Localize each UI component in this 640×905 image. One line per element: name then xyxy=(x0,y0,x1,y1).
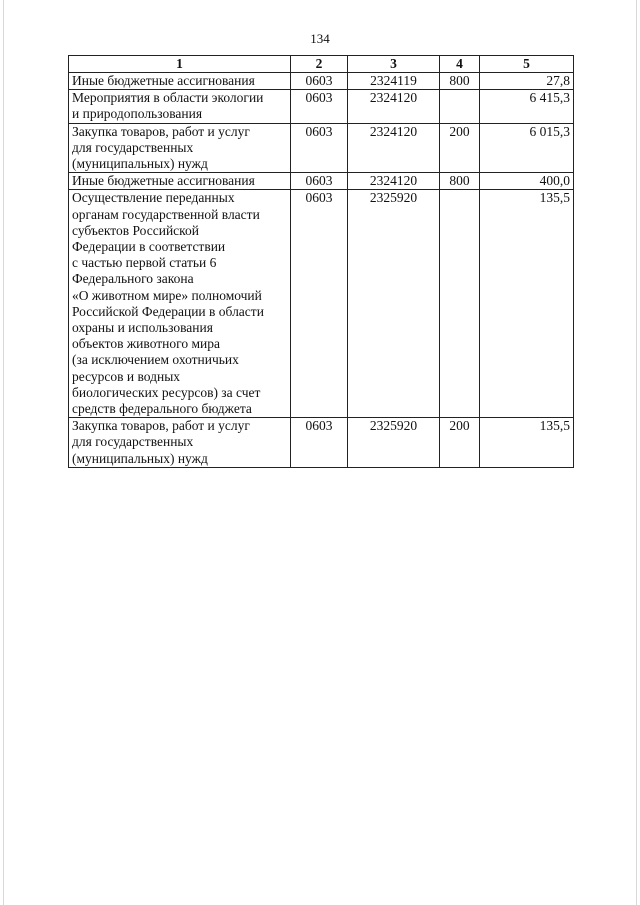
section-code-cell: 0603 xyxy=(291,418,348,468)
budget-table xyxy=(68,55,574,468)
amount-cell: 135,5 xyxy=(480,190,574,418)
target-code-cell: 2325920 xyxy=(348,190,440,418)
target-code-cell: 2324119 xyxy=(348,73,440,90)
column-header-2: 2 xyxy=(291,56,348,73)
row-name-cell xyxy=(69,190,291,418)
row-name-cell xyxy=(69,90,291,123)
row-name-text: Осуществление переданных органам государственной власти субъектов Российской Федерации в соответствии с частью первой статьи 6 Федерального закона «О животном мире» полномочий Российской Федерации в области охраны и использования объектов животного мира (за исключением охотничьих ресурсов и водных биологических ресурсов) за счет средств федерального бюджета xyxy=(72,190,264,417)
row-name-cell xyxy=(69,73,291,90)
amount-cell: 27,8 xyxy=(480,73,574,90)
row-name-cell xyxy=(69,418,291,468)
section-code-cell: 0603 xyxy=(291,123,348,173)
expense-type-cell xyxy=(440,90,480,123)
amount-cell: 6 015,3 xyxy=(480,123,574,173)
section-code-cell: 0603 xyxy=(291,73,348,90)
row-name-text: Иные бюджетные ассигнования xyxy=(72,73,255,88)
column-header-5: 5 xyxy=(480,56,574,73)
amount-cell: 135,5 xyxy=(480,418,574,468)
table-row xyxy=(69,73,574,90)
scan-edge-right xyxy=(636,0,637,905)
target-code-cell: 2325920 xyxy=(348,418,440,468)
expense-type-cell xyxy=(440,190,480,418)
section-code-cell: 0603 xyxy=(291,90,348,123)
expense-type-cell: 800 xyxy=(440,73,480,90)
table-row xyxy=(69,90,574,123)
expense-type-cell: 200 xyxy=(440,418,480,468)
page-number: 134 xyxy=(310,31,330,46)
column-header-4: 4 xyxy=(440,56,480,73)
amount-cell: 400,0 xyxy=(480,173,574,190)
row-name-text: Мероприятия в области экологии и природопользования xyxy=(72,90,264,122)
expense-type-cell: 800 xyxy=(440,173,480,190)
target-code-cell: 2324120 xyxy=(348,90,440,123)
scan-edge-left xyxy=(3,0,4,905)
column-header-1: 1 xyxy=(69,56,291,73)
amount-cell: 6 415,3 xyxy=(480,90,574,123)
target-code-cell: 2324120 xyxy=(348,123,440,173)
row-name-text: Закупка товаров, работ и услуг для государственных (муниципальных) нужд xyxy=(72,123,250,172)
table-row xyxy=(69,173,574,190)
column-header-3: 3 xyxy=(348,56,440,73)
row-name-cell xyxy=(69,173,291,190)
row-name-text: Иные бюджетные ассигнования xyxy=(72,173,255,189)
section-code-cell: 0603 xyxy=(291,173,348,190)
row-name-cell xyxy=(69,123,291,173)
target-code-cell: 2324120 xyxy=(348,173,440,190)
row-name-text: Закупка товаров, работ и услуг для государственных (муниципальных) нужд xyxy=(72,418,250,466)
expense-type-cell: 200 xyxy=(440,123,480,173)
table-header-row xyxy=(69,56,574,73)
table-row xyxy=(69,418,574,468)
section-code-cell: 0603 xyxy=(291,190,348,418)
table-row xyxy=(69,190,574,418)
table-row xyxy=(69,123,574,173)
